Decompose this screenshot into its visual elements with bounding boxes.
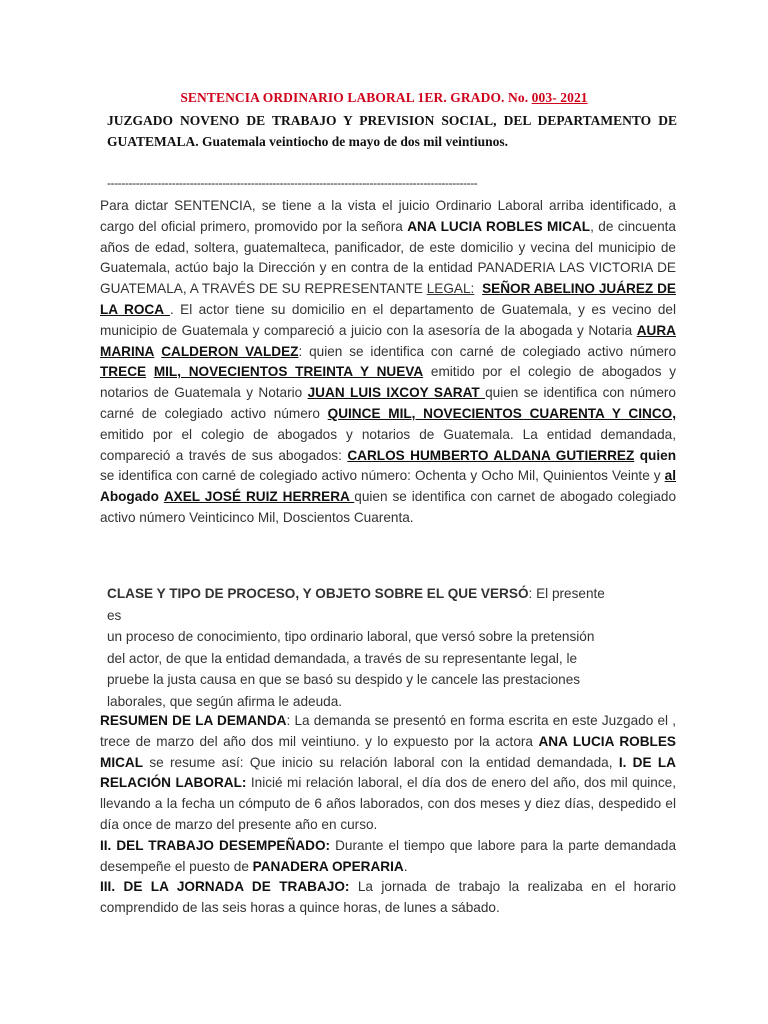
gap <box>474 281 482 296</box>
trabajo-heading: II. DEL TRABAJO DESEMPEÑADO: <box>100 837 331 853</box>
intro-text-2: , de cincuenta años de edad, soltera, guatemalteca, panificador, de este domicilio y vecina del municipio de Guatemala, actúo bajo la Dirección y en contra de la entidad PANADERIA LAS VICTORIA DE GUATEMALA, A TRAVÉS DE SU REPRESENTANTE <box>100 218 676 297</box>
dash-separator: ------------------------------------------------------------------------------------------------------- <box>107 176 478 190</box>
legal-label: LEGAL: <box>426 281 475 297</box>
clase-line-3: un proceso de conocimiento, tipo ordinario laboral, que versó sobre la pretensión <box>107 629 595 644</box>
puesto-name: PANADERA OPERARIA <box>252 858 404 874</box>
resumen-paragraph <box>100 711 676 919</box>
intro-text-3: . El actor tiene su domicilio en el departamento de Guatemala, y es vecino del municipio de Guatemala y compareció a juicio con la asesoría de la abogada y Notaria <box>100 301 676 338</box>
title-main: SENTENCIA ORDINARIO LABORAL 1ER. GRADO. No. <box>180 90 532 105</box>
abogada-name-1: AURA MARINA <box>100 322 676 359</box>
relacion-heading: I. DE LA RELACIÓN LABORAL: <box>100 754 676 791</box>
actora-name: ANA LUCIA ROBLES MICAL <box>407 218 591 234</box>
resumen-text-1: : La demanda se presentó en forma escrita en este Juzgado el , trece de marzo del año dos mil veintiuno. y lo expuesto por la actora <box>100 713 676 749</box>
abogado-2-name: AXEL JOSÉ RUIZ HERRERA <box>163 489 355 505</box>
representante-name: SEÑOR ABELINO JUÁREZ DE LA ROCA <box>100 281 676 317</box>
resumen-text-3: Inicié mi relación laboral, el día dos de enero del año, dos mil quince, llevando a la fecha un cómputo de 6 años laborados, con dos meses y diez días, despedido el día once de marzo del presente año en curso. <box>100 775 676 832</box>
intro-text-7: emitido por el colegio de abogados y notarios de Guatemala. La entidad demandada, compareció a través de sus abogados: <box>100 426 676 463</box>
intro-paragraph <box>100 196 676 529</box>
space <box>146 364 154 379</box>
notario-name: JUAN LUIS IXCOY SARAT <box>307 385 486 401</box>
clase-line-1 <box>107 583 677 605</box>
abogada-name-2: CALDERON VALDEZ <box>161 343 299 359</box>
colegiado-number-2: QUINCE MIL, NOVECIENTOS CUARENTA Y CINCO, <box>327 405 677 421</box>
intro-text-4: : quien se identifica con carné de colegiado activo número <box>298 343 677 359</box>
resumen-text-2: se resume así: Que inicio su relación laboral con la entidad demandada, <box>143 754 619 770</box>
intro-text-5: emitido por el colegio de abogados y notarios de Guatemala y Notario <box>100 364 677 401</box>
clase-line-5: pruebe la justa causa en que se basó su despido y le cancele las prestaciones <box>107 672 581 687</box>
clase-heading: CLASE Y TIPO DE PROCESO, Y OBJETO SOBRE EL QUE VERSÓ <box>107 586 529 601</box>
court-heading: JUZGADO NOVENO DE TRABAJO Y PREVISION SOCIAL, DEL DEPARTAMENTO DE GUATEMALA. Guatemala veintiocho de mayo de dos mil veintiunos. <box>107 113 677 149</box>
clase-line-4: del actor, de que la entidad demandada, a través de su representante legal, le <box>107 650 578 666</box>
colegiado-number-1b: MIL, NOVECIENTOS TREINTA Y NUEVA <box>153 364 424 380</box>
jornada-heading: III. DE LA JORNADA DE TRABAJO: <box>100 879 350 895</box>
resumen-text-6: La jornada de trabajo la realizaba en el horario comprendido de las seis horas a quince horas, de lunes a sábado. <box>100 879 676 916</box>
abogado-label: Abogado <box>100 489 159 505</box>
resumen-text-5: . <box>403 858 408 874</box>
clase-line-6: laborales, que según afirma le adeuda. <box>107 693 343 709</box>
intro-text-1: Para dictar SENTENCIA, se tiene a la vista el juicio Ordinario Laboral arriba identificado, a cargo del oficial primero, promovido por la señora <box>100 198 676 234</box>
intro-text-8: se identifica con carné de colegiado activo número: Ochenta y Ocho Mil, Quinientos Veinte y <box>100 468 665 484</box>
colegiado-number-1a: TRECE <box>100 364 147 380</box>
resumen-heading: RESUMEN DE LA DEMANDA <box>100 713 287 728</box>
resumen-text-4: Durante el tiempo que labore para la parte demandada desempeñe el puesto de <box>100 837 676 874</box>
clase-line-2: es <box>107 607 122 623</box>
intro-text-9: quien se identifica con carnet de abogado colegiado activo número Veinticinco Mil, Doscientos Cuarenta. <box>100 489 677 525</box>
al-word: al <box>664 468 676 484</box>
actora-name-2: ANA LUCIA ROBLES MICAL <box>100 733 676 770</box>
clase-section <box>107 583 677 712</box>
quien-word: quien <box>634 447 676 463</box>
intro-text-6: quien se identifica con número carné de colegiado activo número <box>100 385 676 421</box>
clase-text: : El presente <box>528 586 605 601</box>
abogado-demandada-name: CARLOS HUMBERTO ALDANA GUTIERREZ <box>347 447 635 463</box>
sentence-title <box>0 90 768 106</box>
case-number: 003- 2021 <box>531 90 588 105</box>
